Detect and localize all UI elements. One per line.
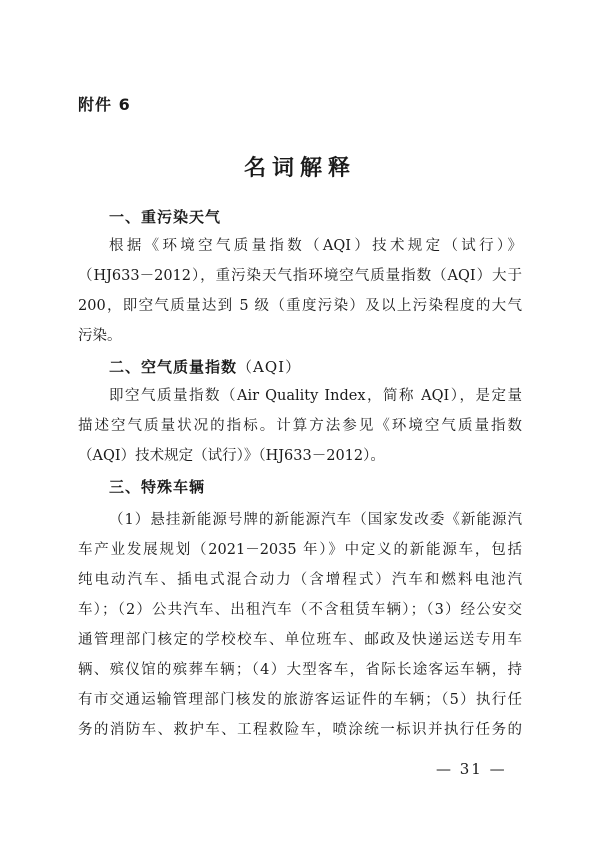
annex-label: 附件 6 <box>78 95 131 114</box>
paragraph-line: 即空气质量指数（Air Quality Index，简称 AQI），是定量 <box>109 388 522 404</box>
paragraph-line: （HJ633－2012），重污染天气指环境空气质量指数（AQI）大于 <box>78 268 522 284</box>
section-heading-3 <box>109 476 205 497</box>
paragraph-line: 描述空气质量状况的指标。计算方法参见《环境空气质量指数 <box>78 418 522 434</box>
paragraph-line: 车）；（2）公共汽车、出租汽车（不含租赁车辆）；（3）经公安交 <box>78 602 522 618</box>
section-heading-text: 一、重污染天气 <box>109 208 222 226</box>
paragraph-line: 200，即空气质量达到 5 级（重度污染）及以上污染程度的大气 <box>78 298 522 314</box>
section-heading-text: 二、空气质量指数 <box>109 358 238 376</box>
section-heading-1 <box>109 206 221 227</box>
paragraph-line: 纯电动汽车、插电式混合动力（含增程式）汽车和燃料电池汽 <box>78 572 522 588</box>
page-number: — 31 — <box>436 760 507 778</box>
paragraph-line: 车产业发展规划（2021－2035 年）》中定义的新能源车，包括 <box>78 542 522 558</box>
page-title: 名词解释 <box>243 156 356 181</box>
paragraph-line: 通管理部门核定的学校校车、单位班车、邮政及快递运送专用车 <box>78 632 522 648</box>
section-heading-text: 三、特殊车辆 <box>109 478 206 496</box>
paragraph-line: 根据《环境空气质量指数（AQI）技术规定（试行）》 <box>109 238 522 254</box>
paragraph-line: （AQI）技术规定（试行）》（HJ633－2012）。 <box>78 448 385 464</box>
paragraph-line: 污染。 <box>78 328 122 344</box>
paragraph-line: 有市交通运输管理部门核发的旅游客运证件的车辆；（5）执行任 <box>78 692 522 708</box>
paragraph-line: （1）悬挂新能源号牌的新能源汽车（国家发改委《新能源汽 <box>109 512 522 528</box>
paragraph-line: 辆、殡仪馆的殡葬车辆；（4）大型客车，省际长途客运车辆，持 <box>78 662 522 678</box>
section-heading-suffix: （AQI） <box>237 358 302 376</box>
paragraph-line: 务的消防车、救护车、工程救险车，喷涂统一标识并执行任务的 <box>78 722 522 738</box>
section-heading-2 <box>109 356 301 377</box>
